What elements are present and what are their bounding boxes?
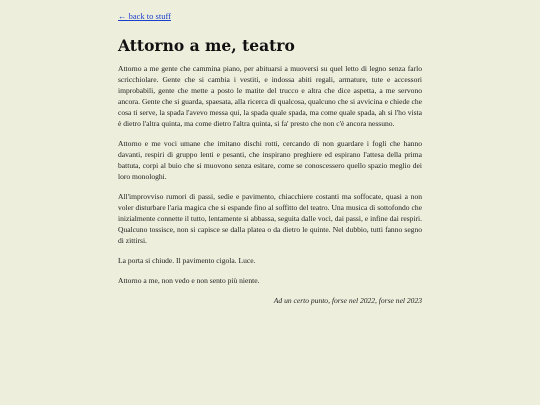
article-body bbox=[118, 63, 422, 306]
page-title: Attorno a me, teatro bbox=[118, 36, 295, 55]
article-signature: Ad un certo punto, forse nel 2022, forse nel 2023 bbox=[273, 296, 422, 305]
paragraph-1: Attorno a me gente che cammina piano, per abituarsi a muoversi su quel letto di legno senza farlo scricchiolare. Gente che si cambia i vestiti, e indossa abiti regali, armature, tute e accessori improbabili, gente che mette a posto le matite del trucco e altra che dice aspetta, a me servono ancora. Gente che si guarda, spaesata, alla ricerca di qualcosa, qualcuno che si avvicina e chiede che cosa ti serve, la spada l'avevo messa qui, la spada quale spada, ma come quale spada, ah si l'ho vista è dietro l'altra quinta, ma come dietro l'altra quinta, si fa' presto che non c'è ancora nessuno. bbox=[118, 64, 422, 128]
paragraph-2: Attorno e me voci umane che imitano dischi rotti, cercando di non guardare i fogli che hanno davanti, respiri di gruppo lenti e pesanti, che inspirano preghiere ed espirano l'attesa della prima battuta, corpi al buio che si muovono senza esitare, come se conoscessero quello spazio meglio dei loro monologhi. bbox=[118, 139, 422, 181]
paragraph-5: Attorno a me, non vedo e non sento più niente. bbox=[118, 276, 260, 285]
back-to-stuff-link[interactable]: ← back to stuff bbox=[118, 11, 171, 21]
paragraph-4: La porta si chiude. Il pavimento cigola. Luce. bbox=[118, 256, 256, 265]
page-container bbox=[118, 0, 422, 306]
paragraph-3: All'improvviso rumori di passi, sedie e pavimento, chiacchiere costanti ma soffocate, quasi a non voler disturbare l'aria magica che si espande fino al soffitto del teatro. Una musica di sottofondo che inizialmente connette il tutto, lentamente si abbassa, seguita dalle voci, dai passi, e infine dai respiri. Qualcuno tossisce, non si capisce se dalla platea o da dietro le quinte. Nel dubbio, tutti fanno segno di zittirsi. bbox=[118, 192, 422, 245]
